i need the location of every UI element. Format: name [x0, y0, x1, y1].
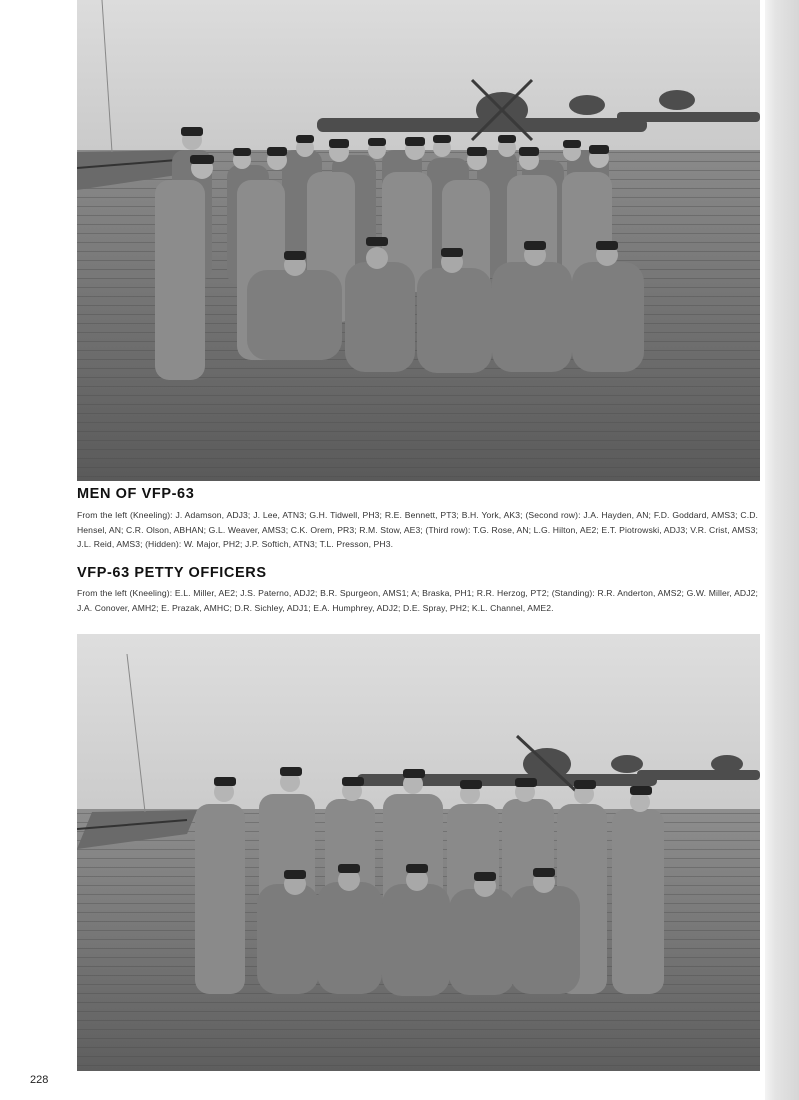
section-heading-petty-officers: VFP-63 PETTY OFFICERS [77, 565, 267, 581]
page-gutter [765, 0, 799, 1100]
section-heading-men: MEN OF VFP-63 [77, 486, 195, 502]
group-photo-men [77, 0, 760, 481]
caption-petty-officers: From the left (Kneeling): E.L. Miller, AE2; J.S. Paterno, ADJ2; B.R. Spurgeon, AMS1; A; Braska, PH1; R.R. Herzog, PT2; (Standing): R.R. Anderton, AMS2; G.W. Miller, ADJ2; J.A. Conover, AMH2; E. Prazak, AMHC; D.R. Sichley, ADJ1; E.A. Humphrey, ADJ2; D.E. Spray, PH2; K.L. Channel, AME2. [77, 588, 758, 613]
group-photo-petty-officers [77, 634, 760, 1071]
caption-men: From the left (Kneeling): J. Adamson, ADJ3; J. Lee, ATN3; G.H. Tidwell, PH3; R.E. Bennett, PT3; B.H. York, AK3; (Second row): J.A. Hayden, AN; F.D. Goddard, AMS3; C.D. Hensel, AN; C.R. Olson, ABHAN; G.L. Weaver, AMS3; C.K. Orem, PR3; R.M. Stow, AE3; (Third row): T.G. Rose, AN; L.G. Hilton, AE2; E.T. Piotrowski, ADJ3; V.R. Crist, AMS3; J.L. Reid, AMS3; (Hidden): W. Major, PH2; J.P. Softich, ATN3; T.L. Presson, PH3. [77, 510, 758, 549]
page-number: 228 [30, 1074, 49, 1086]
